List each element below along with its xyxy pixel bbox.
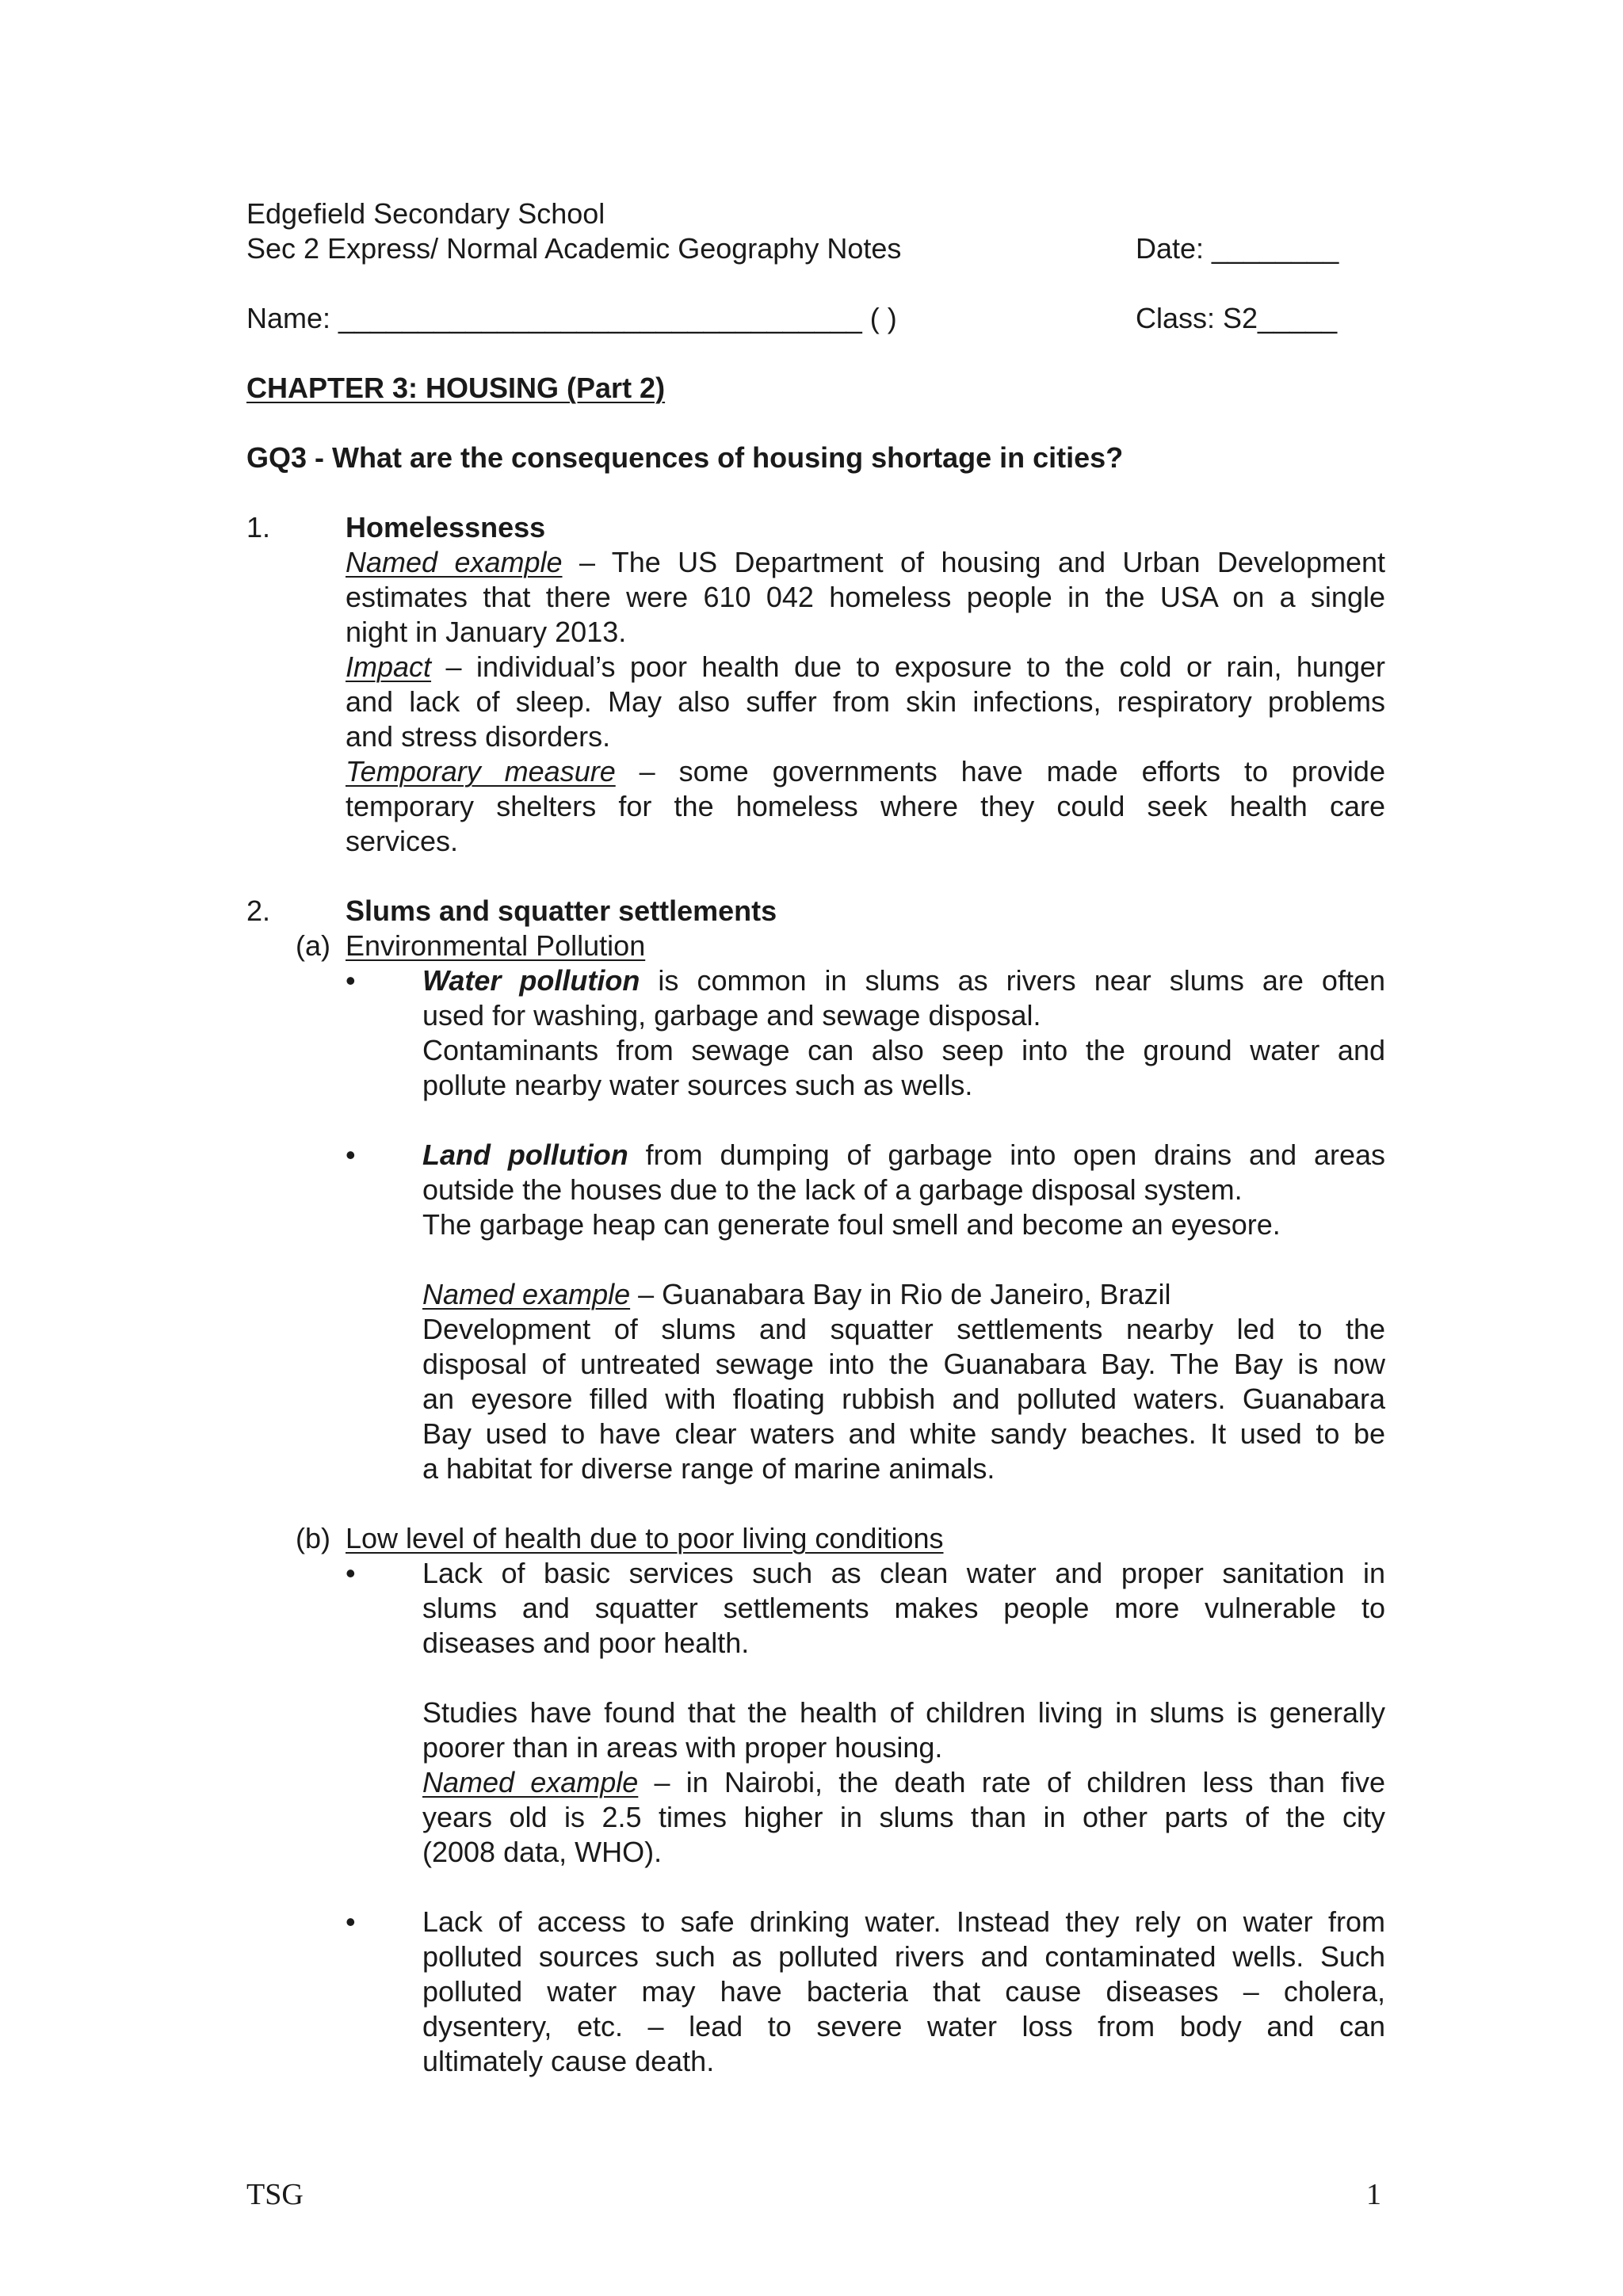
section-heading-homelessness: Homelessness: [346, 511, 546, 543]
text-line: pollute nearby water sources such as wells.: [422, 1069, 973, 1101]
bullet-icon: •: [346, 1905, 356, 1938]
bullet-icon: •: [346, 964, 356, 997]
text-line: polluted water may have bacteria that cause diseases – cholera,: [422, 1975, 1385, 2008]
text-line: and stress disorders.: [346, 720, 611, 753]
text-line: Development of slums and squatter settlements nearby led to the: [422, 1313, 1385, 1345]
text-line: Named example – Guanabara Bay in Rio de Janeiro, Brazil: [422, 1278, 1171, 1310]
text-line: night in January 2013.: [346, 616, 627, 648]
class-field: Class: S2_____: [1136, 302, 1338, 334]
subsection-title-health: Low level of health due to poor living conditions: [346, 1522, 944, 1554]
bullet-icon: •: [346, 1557, 356, 1589]
text-line: estimates that there were 610 042 homeless people in the USA on a single: [346, 581, 1385, 613]
text-line: polluted sources such as polluted rivers and contaminated wells. Such: [422, 1940, 1385, 1973]
text-line: slums and squatter settlements makes people more vulnerable to: [422, 1592, 1385, 1624]
text-line: Land pollution from dumping of garbage into open drains and areas: [422, 1138, 1385, 1171]
land-pollution-label: Land pollution: [422, 1138, 628, 1171]
bullet-icon: •: [346, 1138, 356, 1171]
text-line: a habitat for diverse range of marine animals.: [422, 1452, 995, 1485]
text-line: temporary shelters for the homeless where they could seek health care: [346, 790, 1385, 822]
text-line: Named example – in Nairobi, the death rate of children less than five: [422, 1766, 1385, 1798]
water-pollution-label: Water pollution: [422, 964, 640, 997]
named-example-label: Named example: [422, 1766, 639, 1798]
subsection-title-environmental-pollution: Environmental Pollution: [346, 929, 646, 962]
text-line: diseases and poor health.: [422, 1627, 750, 1659]
footer-initials: TSG: [246, 2178, 304, 2211]
text-line: disposal of untreated sewage into the Guanabara Bay. The Bay is now: [422, 1348, 1385, 1380]
text-line: years old is 2.5 times higher in slums than in other parts of the city: [422, 1801, 1385, 1833]
text-line: dysentery, etc. – lead to severe water loss from body and can: [422, 2010, 1385, 2042]
school-name: Edgefield Secondary School: [246, 197, 605, 230]
text-line: Lack of basic services such as clean water and proper sanitation in: [422, 1557, 1385, 1589]
section-heading-slums: Slums and squatter settlements: [346, 894, 777, 927]
text-line: poorer than in areas with proper housing.: [422, 1731, 943, 1764]
named-example-label: Named example: [422, 1278, 631, 1310]
text-line: Contaminants from sewage can also seep into the ground water and: [422, 1034, 1385, 1066]
text-line: an eyesore filled with floating rubbish and polluted waters. Guanabara: [422, 1383, 1385, 1415]
date-field: Date: ________: [1136, 232, 1339, 265]
text-line: The garbage heap can generate foul smell and become an eyesore.: [422, 1208, 1281, 1241]
subsection-label-b: (b): [296, 1522, 330, 1554]
text-line: Studies have found that the health of children living in slums is generally: [422, 1696, 1385, 1729]
text-line: Named example – The US Department of housing and Urban Development: [346, 546, 1385, 578]
named-example-label: Named example: [346, 546, 563, 578]
text-line: and lack of sleep. May also suffer from skin infections, respiratory problems: [346, 685, 1385, 718]
guiding-question: GQ3 - What are the consequences of housing shortage in cities?: [246, 441, 1124, 474]
text-line: ultimately cause death.: [422, 2045, 715, 2077]
impact-label: Impact: [346, 650, 432, 683]
text-line: used for washing, garbage and sewage disposal.: [422, 999, 1041, 1032]
text-line: Impact – individual’s poor health due to exposure to the cold or rain, hunger: [346, 650, 1385, 683]
name-field: Name: _________________________________ ( ): [246, 302, 897, 334]
section-number: 2.: [246, 894, 271, 927]
subsection-label-a: (a): [296, 929, 330, 962]
text-line: outside the houses due to the lack of a garbage disposal system.: [422, 1173, 1243, 1206]
text-line: Lack of access to safe drinking water. Instead they rely on water from: [422, 1905, 1385, 1938]
page-number: 1: [1366, 2178, 1381, 2211]
notes-subtitle: Sec 2 Express/ Normal Academic Geography Notes: [246, 232, 902, 265]
chapter-title: CHAPTER 3: HOUSING (Part 2): [246, 372, 666, 404]
text-line: Temporary measure – some governments have made efforts to provide: [346, 755, 1385, 788]
text-line: (2008 data, WHO).: [422, 1836, 663, 1868]
text-line: Bay used to have clear waters and white sandy beaches. It used to be: [422, 1417, 1385, 1450]
text-line: services.: [346, 825, 459, 857]
temporary-measure-label: Temporary measure: [346, 755, 616, 788]
text-line: Water pollution is common in slums as rivers near slums are often: [422, 964, 1385, 997]
section-number: 1.: [246, 511, 271, 543]
